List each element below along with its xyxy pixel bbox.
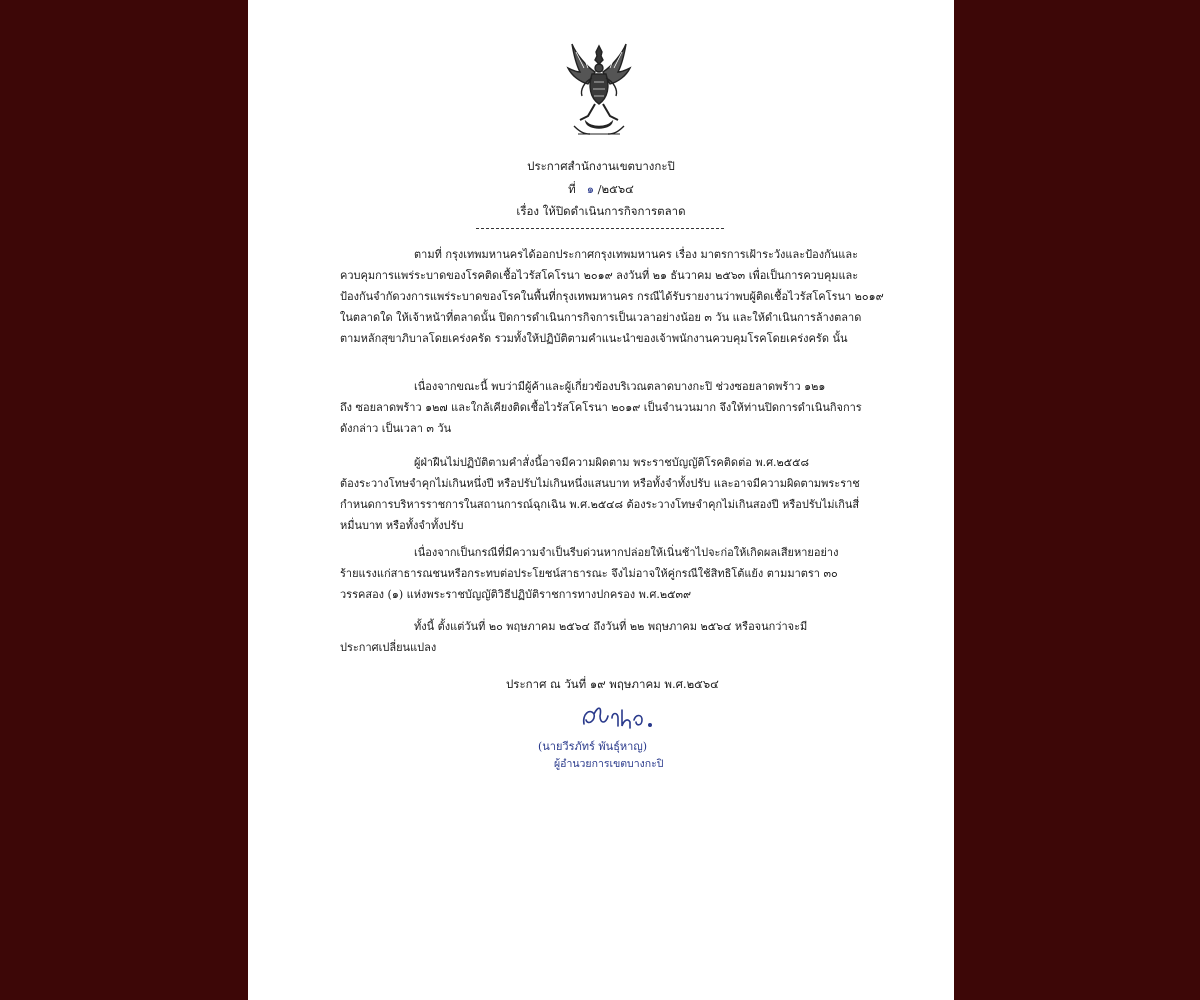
paragraph-line: ต้องระวางโทษจำคุกไม่เกินหนึ่งปี หรือปรับไม่เกินหนึ่งแสนบาท หรือทั้งจำทั้งปรับ และอาจมีความผิดตามพระราช (340, 477, 860, 490)
handwritten-signature-icon (578, 700, 664, 734)
paragraph-line: ถึง ซอยลาดพร้าว ๑๒๗ และใกล้เคียงติดเชื้อไวรัสโคโรนา ๒๐๑๙ เป็นจำนวนมาก จึงให้ท่านปิดการดำเนินกิจการ (340, 401, 862, 414)
garuda-emblem-icon (566, 42, 632, 138)
paragraph-line: ตามที่ กรุงเทพมหานครได้ออกประกาศกรุงเทพมหานคร เรื่อง มาตรการเฝ้าระวังและป้องกันและ (414, 248, 859, 261)
paragraph-line: ผู้ฝ่าฝืนไม่ปฏิบัติตามคำสั่งนี้อาจมีความผิดตาม พระราชบัญญัติโรคติดต่อ พ.ศ.๒๕๕๘ (414, 456, 809, 469)
paragraph-line: ป้องกันจำกัดวงการแพร่ระบาดของโรคในพื้นที่กรุงเทพมหานคร กรณีได้รับรายงานว่าพบผู้ติดเชื้อไวรัสโคโรนา ๒๐๑๙ (340, 290, 884, 303)
paragraph-line: ทั้งนี้ ตั้งแต่วันที่ ๒๐ พฤษภาคม ๒๕๖๔ ถึงวันที่ ๒๒ พฤษภาคม ๒๕๖๔ หรือจนกว่าจะมี (414, 620, 808, 633)
announcement-date: ประกาศ ณ วันที่ ๑๙ พฤษภาคม พ.ศ.๒๕๖๔ (506, 677, 719, 691)
divider (476, 228, 724, 229)
paragraph-3 (340, 452, 888, 536)
document-title: ประกาศสำนักงานเขตบางกะปิ (527, 159, 675, 173)
number-prefix: ที่ (568, 182, 576, 196)
signer-title: ผู้อำนวยการเขตบางกะปิ (554, 758, 664, 770)
document-subject: เรื่อง ให้ปิดดำเนินการกิจการตลาด (516, 204, 686, 218)
paragraph-line: หมื่นบาท หรือทั้งจำทั้งปรับ (340, 519, 464, 532)
paragraph-line: เนื่องจากเป็นกรณีที่มีความจำเป็นรีบด่วนหากปล่อยให้เนิ่นช้าไปจะก่อให้เกิดผลเสียหายอย่าง (414, 546, 839, 559)
paragraph-line: ในตลาดใด ให้เจ้าหน้าที่ตลาดนั้น ปิดการดำเนินการกิจการเป็นเวลาอย่างน้อย ๓ วัน และให้ดำเนินการล้างตลาด (340, 311, 862, 324)
paragraph-line: เนื่องจากขณะนี้ พบว่ามีผู้ค้าและผู้เกี่ยวข้องบริเวณตลาดบางกะปิ ช่วงซอยลาดพร้าว ๑๒๑ (414, 380, 826, 393)
paragraph-line: ร้ายแรงแก่สาธารณชนหรือกระทบต่อประโยชน์สาธารณะ จึงไม่อาจให้คู่กรณีใช้สิทธิโต้แย้ง ตามมาตรา ๓๐ (340, 567, 838, 580)
paragraph-5 (340, 616, 888, 658)
number-year: /๒๕๖๔ (597, 182, 634, 196)
paragraph-line: ดังกล่าว เป็นเวลา ๓ วัน (340, 422, 452, 435)
paragraph-1 (340, 244, 888, 349)
paragraph-line: กำหนดการบริหารราชการในสถานการณ์ฉุกเฉิน พ.ศ.๒๕๔๘ ต้องระวางโทษจำคุกไม่เกินสองปี หรือปรับไม่เกินสี่ (340, 498, 860, 511)
number-handwritten: ๑ (586, 182, 595, 196)
paragraph-line: ประกาศเปลี่ยนแปลง (340, 641, 437, 654)
document-number (248, 181, 954, 199)
paragraph-line: ควบคุมการแพร่ระบาดของโรคติดเชื้อไวรัสโคโรนา ๒๐๑๙ ลงวันที่ ๒๑ ธันวาคม ๒๕๖๓ เพื่อเป็นการควบคุมและ (340, 269, 859, 282)
paragraph-4 (340, 542, 888, 605)
document-page (248, 0, 954, 1000)
paragraph-2 (340, 376, 888, 439)
paragraph-line: ตามหลักสุขาภิบาลโดยเคร่งครัด รวมทั้งให้ปฏิบัติตามคำแนะนำของเจ้าพนักงานควบคุมโรคโดยเคร่งครัด นั้น (340, 332, 848, 345)
signer-name: (นายวีรภัทร์ พันธุ์หาญ) (538, 740, 648, 753)
paragraph-line: วรรคสอง (๑) แห่งพระราชบัญญัติวิธีปฏิบัติราชการทางปกครอง พ.ศ.๒๕๓๙ (340, 588, 692, 601)
